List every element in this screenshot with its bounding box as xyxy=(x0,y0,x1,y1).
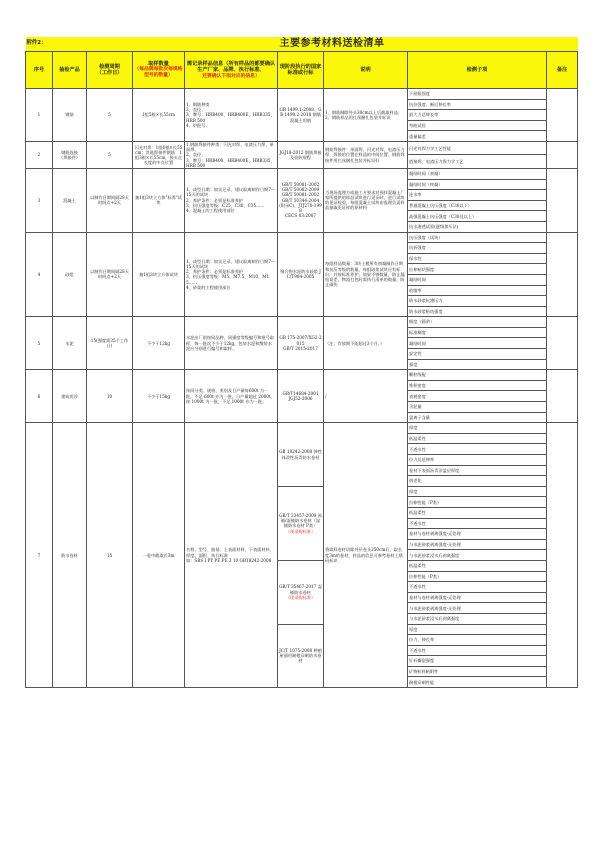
header-seq: 序号 xyxy=(26,52,53,89)
header-product: 抽检产品 xyxy=(53,52,87,89)
cell-note: 将取样卷材切除外层卷头250cm后，取长度3m的卷材，样品的信息可参考卷材上喷码标识 xyxy=(324,423,408,688)
cell-test-item: 表观密度 xyxy=(408,391,547,402)
header-row xyxy=(26,52,578,89)
cell-seq: 2 xyxy=(26,141,53,168)
std-text: GB 18242-2008 弹性体改性沥青防水卷材 xyxy=(279,449,322,460)
cell-test-item: 拉伸性能（P类） xyxy=(408,571,547,582)
cell-std xyxy=(278,624,324,688)
cell-seq: 1 xyxy=(26,89,53,142)
cell-test-item: 含泥量 xyxy=(408,402,547,413)
cell-test-item: 卷材与卷材剥离强度-无处理 xyxy=(408,592,547,603)
inspection-sheet xyxy=(25,37,577,688)
cell-test-item: 卷材下表面沥青涂盖层厚度 xyxy=(408,465,547,476)
cell-qty: 不少于15kg xyxy=(133,370,185,423)
header-qty-note: （每品牌每批次每规格型号的数量） xyxy=(134,67,183,79)
inspection-table xyxy=(25,37,578,688)
cell-period: 5 xyxy=(87,141,133,168)
cell-test-item: 耐根穿刺性能 xyxy=(408,677,547,688)
cell-test-item: 拉伸粘结强度 xyxy=(408,264,547,275)
cell-test-item: 拉力、伸长率 xyxy=(408,635,547,646)
cell-test-item: 凝结时间（初凝） xyxy=(408,168,547,179)
cell-seq: 4 xyxy=(26,232,53,317)
header-info xyxy=(185,52,278,89)
header-info-note: 还要确认下面对应的信息） xyxy=(202,73,260,79)
header-info-label: 需记录样品信息（所有样品的都要确认生产厂家、品牌、执行标准、 xyxy=(186,60,276,74)
cell-test-item: 防水砂浆粘结强度 xyxy=(408,306,547,317)
cell-note: 钢筋焊接件：单面焊、闪光对焊、电渣压力焊，焊接的位置在样品的中间位置；钢筋焊接件用扎丝捆扎包装并标识好 xyxy=(324,141,408,168)
cell-remark xyxy=(547,317,578,370)
cell-remark xyxy=(547,232,578,317)
cell-test-item: 不透水性 xyxy=(408,444,547,455)
cell-qty: 抽1组3块立方体"标养"试块 xyxy=(133,168,185,232)
cell-test-item: 凝结时间 xyxy=(408,338,547,349)
cell-period: 以制作日期间隔28天时间点+2天 xyxy=(87,232,133,317)
title-row xyxy=(26,37,578,52)
table-row xyxy=(26,317,578,328)
cell-product: 钢筋 xyxy=(53,89,87,142)
cell-period: 15(强度需35个工作日) xyxy=(87,317,133,370)
cell-remark xyxy=(547,89,578,142)
cell-std: GB/T 50081-2002 GB/T 50082-2009 GB/T 50081-2002 GB/T 50344-2004(附录C)、JTJ270-1998 CECS 03:2007 xyxy=(278,168,324,232)
cell-test-item: 与水泥砂浆剥离强度-无处理 xyxy=(408,603,547,614)
cell-std: GB 175-2007/XG2-2015 GB/T 2015-2017 xyxy=(278,317,324,370)
cell-seq: 7 xyxy=(26,423,53,688)
cell-test-item: 标准稠度 xyxy=(408,327,547,338)
cell-test-item: 厚度 xyxy=(408,486,547,497)
header-qty xyxy=(133,52,185,89)
cell-product: 水泥 xyxy=(53,317,87,370)
cell-test-item: 抗拉强度、断后伸长率 xyxy=(408,99,547,110)
cell-seq: 5 xyxy=(26,317,53,370)
header-remark: 备注 xyxy=(547,52,578,89)
cell-test-item: 重量偏差 xyxy=(408,131,547,142)
cell-test-item: 凝结时间 xyxy=(408,274,547,285)
cell-test-item: 氯离子含量 xyxy=(408,412,547,423)
cell-test-item: 与水泥砂浆浸水后剥离强度 xyxy=(408,550,547,561)
cell-test-item: 细度（筛余） xyxy=(408,317,547,328)
cell-product: 钢筋连接 （焊接件） xyxy=(53,141,87,168)
cell-test-item: 抗压强度（试块） xyxy=(408,232,547,243)
cell-test-item: 低温柔性 xyxy=(408,560,547,571)
cell-std: GB/T14684-2001 JGJ52-2006 xyxy=(278,370,324,423)
cell-test-item: 安定性 xyxy=(408,349,547,360)
cell-seq: 3 xyxy=(26,168,53,232)
cell-test-item: 抗水渗透试验(逐级加压法) xyxy=(408,221,547,232)
cell-period: 10 xyxy=(87,370,133,423)
cell-test-item: 与水泥砂浆浸水后剥离强度 xyxy=(408,613,547,624)
cell-test-item: 强度 xyxy=(408,359,547,370)
cell-product: 防水卷材 xyxy=(53,423,87,688)
cell-std: JGJ18-2012 钢筋焊接及验收规程 xyxy=(278,141,324,168)
cell-std: GB 1499.1-2008、GB 1499.2-2018 钢筋混凝土用钢 xyxy=(278,89,324,142)
std-note: （现采购标准） xyxy=(285,528,316,534)
cell-remark xyxy=(547,370,578,423)
cell-test-item: 收缩率 xyxy=(408,285,547,296)
cell-note: 每组样品数量：3块土粮所有初凝制作日期和抗压等级的数量，每组砂浆试块应有标识，并按标准养护，如果不够数量，防止漏检误差，物流打包时需执行清单的数量，防止碳伤 xyxy=(324,232,408,317)
cell-info: 1、钢筋种类 2、直径、 3、牌号：HRB400、HRB400E、HRB335、HRB 500 4、炉批号 xyxy=(185,89,278,142)
cell-test-item: 颗粒级配 xyxy=(408,370,547,381)
cell-test-item: 钉杆撕裂强度 xyxy=(408,656,547,667)
cell-test-item: 低温柔性 xyxy=(408,507,547,518)
cell-qty: 抽1组3块立方体试块 xyxy=(133,232,185,317)
cell-test-item: 泌水率 xyxy=(408,190,547,201)
cell-test-item: 保水性 xyxy=(408,253,547,264)
cell-info: 1、成型日期：如实记录，建议取离制作日期7～15天的试块 2、养护条件：必须是标准养护 3、抗压强度等级：C25、C30、C35…… 4、混凝土的工程使用部位 xyxy=(185,168,278,232)
header-note: 说明 xyxy=(324,52,408,89)
std-note: （现采购标准） xyxy=(285,594,316,600)
cell-test-item: 厚度 xyxy=(408,423,547,434)
cell-test-item: 高强混凝土抗压强度（C30及以上） xyxy=(408,211,547,222)
cell-test-item: 下屈服强度 xyxy=(408,89,547,100)
annex-label: 附件2： xyxy=(26,37,87,52)
cell-info: 1、成型日期：如实记录，建议取离制作日期7～15天的试块 2、养护条件：必须是标准养护 3、抗压强度等级：M5、M7.5、M10、M15…… 4、砂浆的工程使用部位 xyxy=(185,232,278,317)
cell-test-item: 搭接焊、电渣压力焊力学工艺 xyxy=(408,155,547,169)
cell-qty: 一卷中截取长3m xyxy=(133,423,185,688)
header-qty-label: 取样数量 xyxy=(148,61,169,67)
cell-period: 15 xyxy=(87,423,133,688)
std-text: GB/T 23457-2009 预铺/湿铺防水卷材（湿铺防水卷材 P类） xyxy=(279,512,322,529)
cell-qty: 1组5根×长55cm xyxy=(133,89,185,142)
page-title: 主要参考材料送检清单 xyxy=(87,37,578,52)
cell-test-item: 不透水性 xyxy=(408,645,547,656)
cell-seq: 6 xyxy=(26,370,53,423)
cell-period: 以制作日期间隔28天时间点+2天 xyxy=(87,168,133,232)
cell-remark xyxy=(547,168,578,232)
cell-period: 5 xyxy=(87,89,133,142)
cell-test-item: 弯曲试验 xyxy=(408,120,547,131)
cell-info: 1.钢筋焊接件种类：闪光对焊、电渣压力焊、单面焊、 2、直径、 3、牌号：HRB400、HRB400E、HRB335、HRB 500 xyxy=(185,141,278,168)
cell-test-item: 与水泥砂浆剥离强度-无处理 xyxy=(408,539,547,550)
cell-note: 当现场监理方或施工方要求对预拌混凝土厂家所提供的样品试块进行见证时，进行试块的见证检验，每组混凝土试块由监理负责样品抽取见证样的原材料 xyxy=(324,168,408,232)
cell-qty: 闪光对焊：1组6根×长55cm；其他焊接件钢筋：1组3根×长55cm，接头在长度的中点位置 xyxy=(133,141,185,168)
header-std: 现阶段执行的国家标准或行标 xyxy=(278,52,324,89)
cell-product: 砂浆 xyxy=(53,232,87,317)
cell-product: 建筑用沙 xyxy=(53,370,87,423)
table-row xyxy=(26,168,578,179)
cell-note: （注：存放期不能超过3个月。） xyxy=(324,317,408,370)
cell-test-item: 抗折强度 xyxy=(408,243,547,254)
cell-test-item: 卷材与卷材剥离强度-无处理 xyxy=(408,529,547,540)
table-row xyxy=(26,370,578,381)
header-items: 检测子项 xyxy=(408,52,547,89)
cell-test-item: 不透水性 xyxy=(408,582,547,593)
cell-info: 按同分类、规格、类别及日产量每600t 为一批，不足 600t 亦为一批，日产量超过 2000t，按 1000t 为一批，不足 1000t 亦为一批。 xyxy=(185,370,278,423)
cell-test-item: 堆积密度 xyxy=(408,380,547,391)
cell-note: 1、钢筋制除外头30cm以上后截取样品； 2、钢筋样品用扎丝捆扎包装并标识 xyxy=(324,89,408,142)
cell-test-item: 普通混凝土抗压强度（C30以下） xyxy=(408,200,547,211)
std-text: JC/T 1075-2008 种植屋面用耐根穿刺防水卷材 xyxy=(279,647,322,664)
header-period: 检测周期 （工作日） xyxy=(87,52,133,89)
cell-std: 聚合物水泥防水砂浆 JC/T984-2005 xyxy=(278,232,324,317)
cell-test-item: 矿物粒料粘附性 xyxy=(408,666,547,677)
cell-qty: 不少于12kg xyxy=(133,317,185,370)
std-text: GB/T 35467-2017 湿铺防水卷材 xyxy=(279,584,322,595)
cell-test-item: 低温柔性 xyxy=(408,433,547,444)
cell-std xyxy=(278,423,324,487)
table-row xyxy=(26,89,578,100)
cell-note: / xyxy=(324,370,408,423)
cell-test-item: 凝结时间（终凝） xyxy=(408,179,547,190)
cell-test-item: 不透水性 xyxy=(408,518,547,529)
cell-test-item: 防水砂浆抗渗压力 xyxy=(408,296,547,307)
table-row xyxy=(26,232,578,243)
cell-std xyxy=(278,560,324,624)
cell-test-item: 闪光对焊力学工艺性能 xyxy=(408,141,547,155)
cell-product: 混凝土 xyxy=(53,168,87,232)
cell-test-item: 拉力及延伸率 xyxy=(408,455,547,466)
cell-test-item: 拉伸性能（P类） xyxy=(408,497,547,508)
cell-remark xyxy=(547,423,578,688)
cell-test-item: 最大力总伸长率 xyxy=(408,110,547,121)
cell-info: 水泥出厂前按同品种、同强度等级编号和批号取样，每一批次不少于12kg，包装水泥和散装水泥应分别进行编号和取样。 xyxy=(185,317,278,370)
cell-test-item: 厚度 xyxy=(408,624,547,635)
table-row xyxy=(26,423,578,434)
cell-std xyxy=(278,486,324,560)
cell-test-item: 热老化 xyxy=(408,476,547,487)
cell-remark xyxy=(547,141,578,168)
cell-info: 名称、型号、胎基、上表面材料、下表面材料、厚度、面积、执行标准 如：SBS Ⅰ PY PE PE 3 10 GB18242-2008 xyxy=(185,423,278,688)
table-row xyxy=(26,141,578,155)
